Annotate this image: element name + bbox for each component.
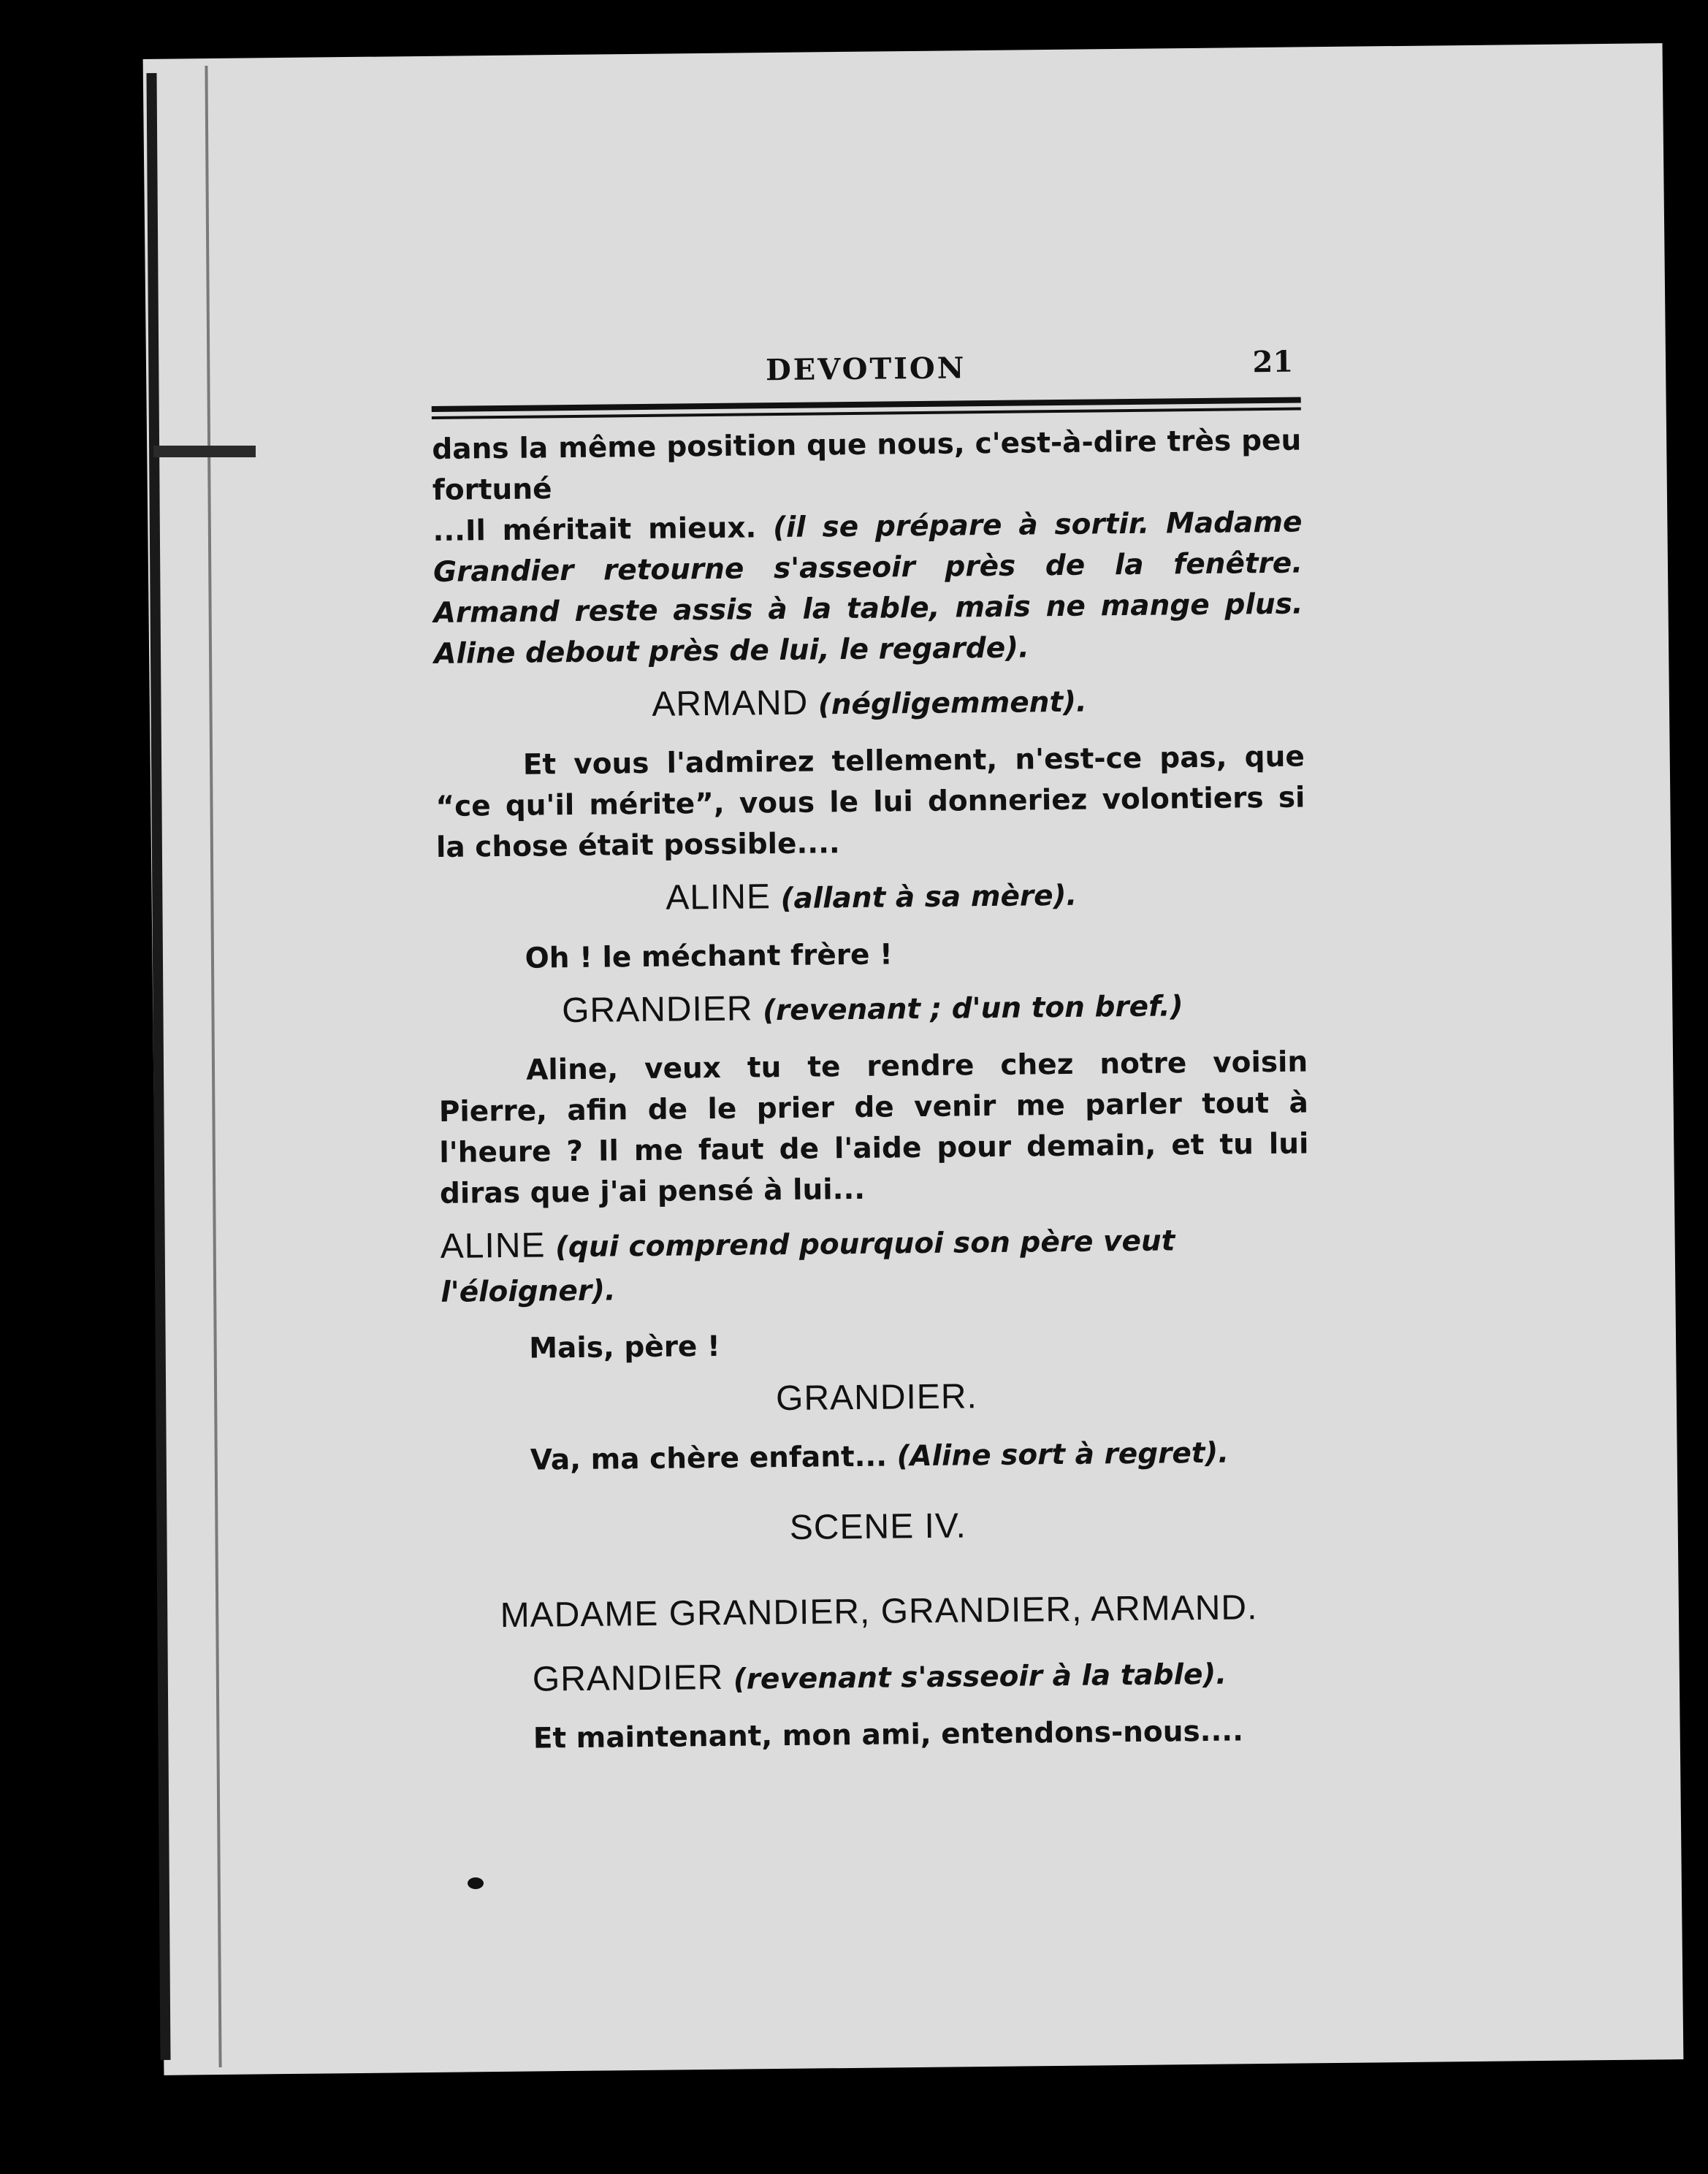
speaker-line xyxy=(440,1216,1310,1314)
ink-spot xyxy=(468,1877,484,1889)
scene-title: SCENE IV. xyxy=(789,1506,967,1547)
dialogue-text: Va, ma chère enfant... xyxy=(530,1440,888,1477)
paragraph-line: dans la même position que nous, c'est-à-dire très peu fortuné xyxy=(432,424,1302,507)
stage-direction: (qui comprend pourquoi son père veut l'éloigner). xyxy=(441,1224,1175,1309)
stage-direction: (allant à sa mère). xyxy=(780,879,1078,916)
speaker-name: GRANDIER xyxy=(561,989,753,1031)
stage-direction: (revenant s'asseoir à la table). xyxy=(733,1658,1227,1696)
speaker-name: ALINE xyxy=(666,877,771,918)
dialogue: Oh ! le méchant frère ! xyxy=(525,938,893,975)
dialogue: Et maintenant, mon ami, entendons-nous.... xyxy=(533,1715,1244,1755)
dialogue: Aline, veux tu te rendre chez notre voisin Pierre, afin de le prier de venir me parler tout à l'heure ? Il me faut de l'aide pour demain, et tu lui diras que j'ai pensé à lui... xyxy=(438,1045,1309,1210)
speaker-line xyxy=(442,1371,1312,1426)
scene-cast: MADAME GRANDIER, GRANDIER, ARMAND. xyxy=(500,1588,1258,1636)
running-title: DEVOTION xyxy=(765,351,967,388)
speaker-name: GRANDIER xyxy=(532,1658,724,1699)
speaker-line xyxy=(445,1649,1315,1704)
dialogue: Et vous l'admirez tellement, n'est-ce pas, que “ce qu'il mérite”, vous le lui donneriez volontiers si la chose était possible.... xyxy=(435,740,1305,864)
speaker-line xyxy=(435,676,1305,731)
speaker-name: ARMAND xyxy=(652,683,809,724)
speaker-name: ALINE xyxy=(440,1226,546,1266)
stage-direction: (Aline sort à regret). xyxy=(896,1436,1229,1473)
paragraph xyxy=(432,503,1303,675)
paragraph-text: ...Il méritait mieux. xyxy=(432,511,757,548)
dialogue xyxy=(443,1432,1313,1481)
page-number: 21 xyxy=(1252,344,1294,380)
page-content xyxy=(431,344,1315,1761)
page-header xyxy=(431,344,1301,399)
binding-mark xyxy=(153,446,256,457)
speaker-name: GRANDIER. xyxy=(775,1377,978,1419)
dialogue: Mais, père ! xyxy=(528,1330,720,1365)
speaker-line xyxy=(438,981,1308,1036)
play-text xyxy=(432,421,1315,1761)
stage-direction: (négligemment). xyxy=(817,685,1087,722)
stage-direction: (il se prépare à sortir. Madame Grandier retourne s'asseoir près de la fenêtre. Armand reste assis à la table, mais ne mange plus. Aline debout près de lui, le regarde). xyxy=(432,506,1303,671)
speaker-line xyxy=(436,869,1306,924)
stage-direction: (revenant ; d'un ton bref.) xyxy=(762,990,1183,1028)
